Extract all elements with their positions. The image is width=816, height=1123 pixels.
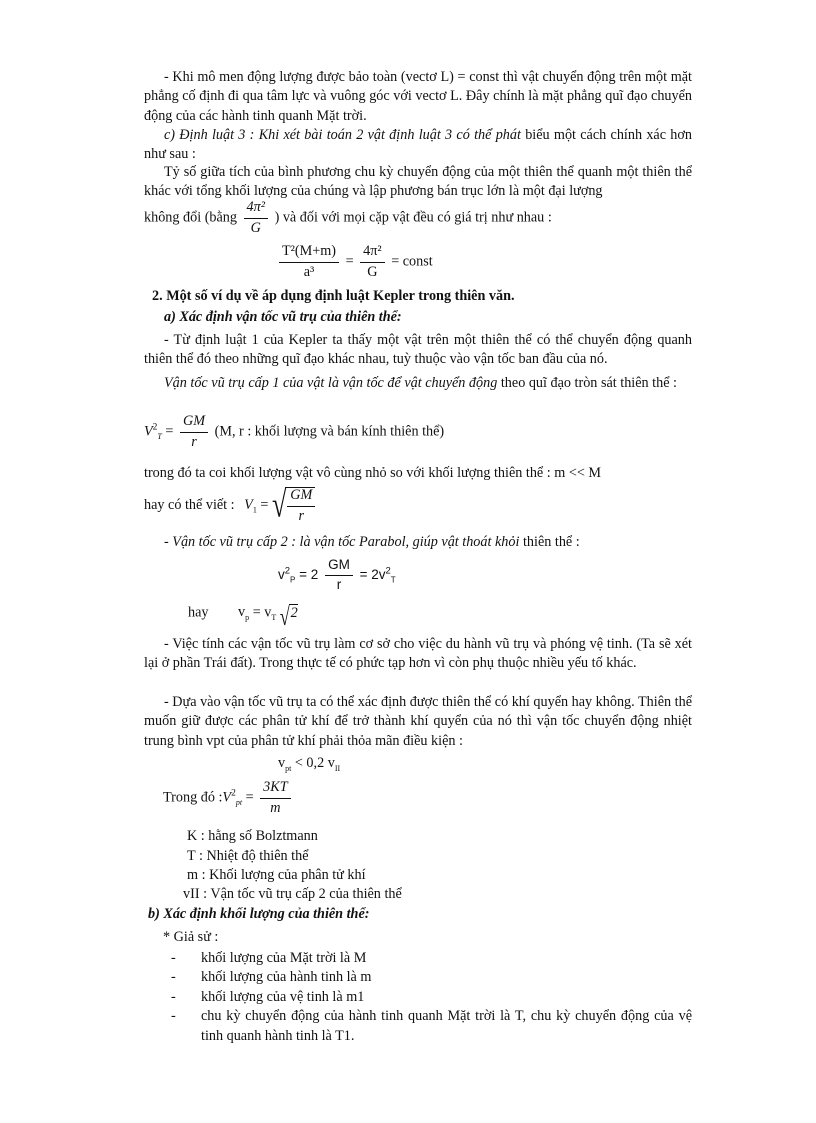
second-cosmic-rest: thiên thể :: [519, 534, 580, 550]
formula-vt: $V^2_T$ = $\frac{GM}{r}$ (M, r : khối lượng và bán kính thiên thể): [144, 413, 445, 450]
fraction-numerator: 4π²: [244, 200, 268, 219]
sqrt-2-value: 2: [290, 605, 298, 621]
paragraph-first-cosmic: [144, 374, 692, 393]
kepler3-heading: c) Định luật 3 : Khi xét bài toán 2 vật định luật 3 có thể phát: [164, 127, 521, 143]
trong-do-label: Trong đó :: [163, 789, 223, 806]
paragraph-kepler1: - Từ định luật 1 của Kepler ta thấy một vật trên một thiên thể có thể chuyển động quanh thiên thể đó theo những quĩ đạo khác nhau, tuỳ thuộc vào vận tốc ban đầu của nó.: [144, 332, 692, 368]
formula-v1: hay có thể viết : $V_1$ = √ $\frac{GM}{r}$: [144, 487, 315, 524]
first-cosmic-rest: theo quĩ đạo tròn sát thiên thể :: [497, 375, 677, 391]
formula-vpt: Trong đó $:V^2_{pt}$ = $\frac{3KT}{m}$: [163, 780, 294, 816]
paragraph-ratio-tail: [144, 200, 552, 236]
ratio-tail-after: ) và đối với mọi cặp vật đều có giá trị như nhau :: [274, 209, 552, 226]
section-2-heading: 2. Một số ví dụ về áp dụng định luật Kepler trong thiên văn.: [152, 288, 515, 304]
formula-right-fraction: [360, 244, 385, 280]
vpt-den: m: [270, 799, 281, 816]
v1-label: hay có thể viết :: [144, 496, 235, 513]
paragraph-atmosphere: - Dựa vào vận tốc vũ trụ ta có thể xác định được thiên thể có khí quyển hay không. Thiên thể muốn giữ được các phân tử khí để trở thành khí quyển của nó thì vận tốc chuyển động nhiệt trung bình vpt của phân tử khí phải thỏa mãn điều kiện :: [144, 694, 692, 749]
paragraph-mass-ratio: trong đó ta coi khối lượng vật vô cùng nhỏ so với khối lượng thiên thể : m << M: [144, 465, 602, 481]
formula-left-fraction: [279, 244, 339, 280]
vt-fraction: [180, 414, 208, 450]
paragraph-kepler3-intro: [144, 126, 692, 165]
formula-left-den: a³: [303, 263, 315, 280]
list-item: - chu kỳ chuyển động của hành tinh quanh Mặt trời là T, chu kỳ chuyển động của vệ tinh quanh hành tinh là T1.: [171, 1008, 692, 1044]
vt-num: GM: [180, 414, 208, 433]
vt-den: r: [191, 433, 197, 450]
paragraph-second-cosmic: [164, 534, 580, 551]
condition-text: < 0,2 v: [294, 755, 335, 771]
kepler3-heading-rest: biểu một cách chính xác hơn như sau :: [144, 127, 692, 163]
formula-vp-root: hay $v_p = v_T$ √ 2: [188, 602, 298, 631]
second-cosmic-italic: - Vận tốc vũ trụ cấp 2 : là vận tốc Parabol, giúp vật thoát khỏi: [164, 534, 520, 550]
vpt-fraction: [260, 780, 290, 816]
ratio-tail-before: không đổi (bằng: [144, 209, 237, 226]
v1-num: GM: [287, 488, 315, 507]
vt-note: (M, r : khối lượng và bán kính thiên thể): [214, 423, 445, 440]
formula-right-num: 4π²: [360, 244, 385, 263]
formula-right-den: G: [367, 263, 378, 280]
assumption-list: [171, 949, 692, 1046]
subsection-a-heading: a) Xác định vận tốc vũ trụ của thiên thể:: [164, 309, 402, 325]
v1-den: r: [298, 507, 305, 524]
vp-eq-2: = 2: [299, 566, 319, 582]
list-item: - khối lượng của vệ tinh là m1: [171, 988, 365, 1005]
vp-den: r: [336, 576, 342, 592]
formula-vp-squared: $v^2_P = 2$ $\frac{GM}{r}$ = $2v^2_T$: [278, 557, 396, 592]
paragraph-space-travel: - Việc tính các vận tốc vũ trụ làm cơ sở cho việc du hành vũ trụ và phóng vệ tinh. (Ta sẽ xét lại ở phần Trái đất). Trong thực tế có phức tạp hơn vì còn phụ thuộc nhiều yếu tố khác.: [144, 636, 692, 672]
paragraph-momentum: - Khi mô men động lượng được bảo toàn (vectơ L) = const thì vật chuyển động trên một mặt phẳng cố định đi qua tâm lực và vuông góc với vectơ L. Đây chính là mặt phẳng quĩ đạo chuyển động của các hành tinh quanh Mặt trời.: [144, 69, 692, 124]
assumption-label: * Giả sử :: [163, 929, 219, 945]
formula-kepler3: $\frac{\text{T²(M+m)}}{\text{a³}}$ = $\frac{\text{4π²}}{G}$ = const: [276, 244, 433, 280]
v1-sqrt: √ $\frac{GM}{r}$: [272, 487, 315, 524]
vp-eq-tail: = 2v: [359, 566, 386, 582]
def-T: T : Nhiệt độ thiên thể: [187, 848, 309, 864]
vp-num: GM: [325, 558, 353, 576]
vpt-num: 3KT: [260, 780, 290, 799]
def-m: m : Khối lượng của phân tử khí: [187, 867, 366, 883]
def-K: K : hằng số Bolztmann: [187, 828, 318, 844]
paragraph-ratio: Tỷ số giữa tích của bình phương chu kỳ chuyển động của một thiên thể quanh một thiên thể khác với tổng khối lượng của chúng và lập phương bán trục lớn là một đại lượng: [144, 164, 692, 200]
subsection-b-heading: b) Xác định khối lượng của thiên thể:: [148, 906, 370, 922]
first-cosmic-italic: Vận tốc vũ trụ cấp 1 của vật là vận tốc để vật chuyển động: [164, 375, 498, 391]
vp-fraction: [325, 558, 353, 593]
formula-left-num: T²(M+m): [279, 244, 339, 263]
list-item: - khối lượng của Mặt trời là M: [171, 950, 367, 966]
sqrt-2: √ 2: [279, 602, 298, 631]
formula-condition: $v_{pt} < 0,2$ $v_{II}$: [278, 755, 341, 773]
vt-symbol: V: [144, 423, 153, 440]
formula-const-label: = const: [391, 253, 433, 270]
fraction-4pi2-over-G: [244, 200, 268, 236]
hay-label: hay: [188, 604, 209, 621]
fraction-denominator: G: [250, 219, 261, 236]
list-item: - khối lượng của hành tinh là m: [171, 969, 372, 986]
vp-eq-vt: = v: [252, 604, 272, 621]
def-vII: vII : Vận tốc vũ trụ cấp 2 của thiên thể: [183, 886, 402, 902]
